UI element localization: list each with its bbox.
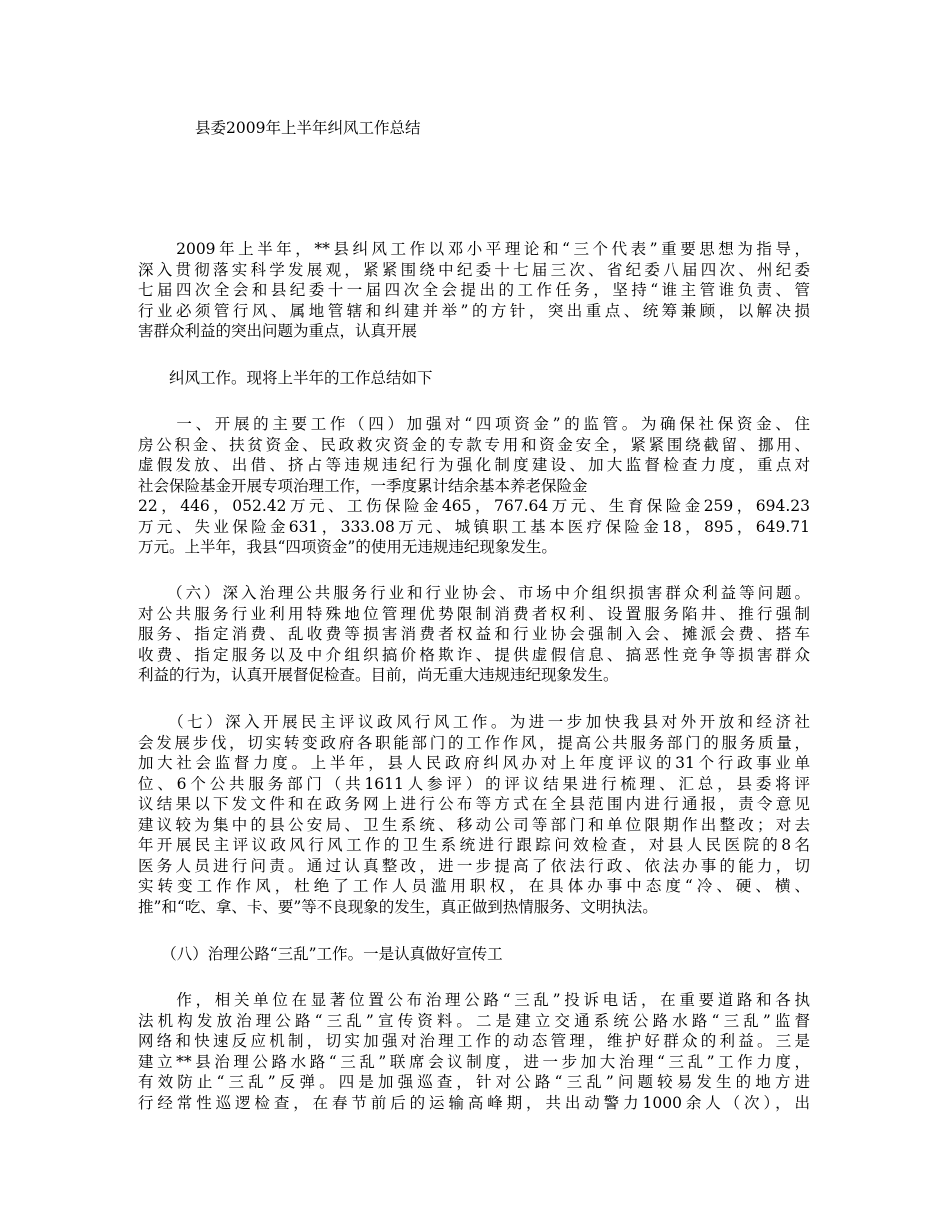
text-line: 建立**县治理公路水路“三乱”联席会议制度，进一步加大治理“三乱”工作力度， [138, 1052, 810, 1071]
paragraph-summary-lead [138, 368, 810, 389]
paragraph-section-8-lead [138, 944, 810, 965]
text-line: 害群众利益的突出问题为重点，认真开展 [138, 322, 418, 340]
text-line: 万元、失业保险金631，333.08万元、城镇职工基本医疗保险金18，895，649.71 [138, 517, 810, 536]
text-line: 纠风工作。现将上半年的工作总结如下 [138, 369, 433, 387]
paragraph-section-8-body [138, 990, 810, 1113]
text-line: 社会保险基金开展专项治理工作，一季度累计结余基本养老保险金 [138, 476, 588, 495]
text-line: 实转变工作作风，杜绝了工作人员滥用职权，在具体办事中态度“冷、硬、横、 [138, 877, 810, 895]
text-line: 会发展步伐，切实转变政府各职能部门的工作作风，提高公共服务部门的服务质量， [138, 733, 810, 752]
text-line: 加大社会监督力度。上半年，县人民政府纠风办对上年度评议的31个行政事业单 [138, 754, 810, 772]
text-line: 22，446，052.42万元、工伤保险金465，767.64万元、生育保险金259，694.23 [138, 497, 810, 515]
text-line: 建议较为集中的县公安局、卫生系统、移动公司等部门和单位限期作出整改；对去 [138, 815, 810, 834]
text-line: 服务、指定消费、乱收费等损害消费者权益和行业协会强制入会、摊派会费、搭车 [138, 625, 810, 643]
text-line: 房公积金、扶贫资金、民政救灾资金的专款专用和资金安全，紧紧围绕截留、挪用、 [138, 435, 810, 454]
text-line: 位、6个公共服务部门（共1611人参评）的评议结果进行梳理、汇总，县委将评 [138, 774, 810, 793]
paragraph-section-7 [138, 712, 810, 917]
text-line: 万元。上半年，我县“四项资金”的使用无违规违纪现象发生。 [138, 538, 557, 556]
text-line: （八）治理公路“三乱”工作。一是认真做好宣传工 [138, 945, 503, 963]
text-line: 议结果以下发文件和在政务网上进行公布等方式在全县范围内进行通报，责令意见 [138, 795, 810, 813]
paragraph-section-4 [138, 414, 810, 558]
text-line: （六）深入治理公共服务行业和行业协会、市场中介组织损害群众利益等问题。 [138, 584, 810, 602]
text-line: 法机构发放治理公路“三乱”宣传资料。二是建立交通系统公路水路“三乱”监督 [138, 1011, 810, 1030]
text-line: 有效防止“三乱”反弹。四是加强巡查，针对公路“三乱”问题较易发生的地方进 [138, 1073, 810, 1091]
text-line: 收费、指定服务以及中介组织搞价格欺诈、提供虚假信息、搞恶性竞争等损害群众 [138, 645, 810, 664]
text-line: 一、开展的主要工作（四）加强对“四项资金”的监管。为确保社保资金、住 [138, 415, 810, 433]
text-line: 对公共服务行业利用特殊地位管理优势限制消费者权利、设置服务陷井、推行强制 [138, 604, 810, 623]
text-line: 深入贯彻落实科学发展观，紧紧围绕中纪委十七届三次、省纪委八届四次、州纪委 [138, 260, 810, 279]
document-title: 县委2009年上半年纠风工作总结 [195, 119, 421, 137]
text-line: 推”和“吃、拿、卡、要”等不良现象的发生，真正做到热情服务、文明执法。 [138, 897, 658, 916]
text-line: 虚假发放、出借、挤占等违规违纪行为强化制度建设、加大监督检查力度，重点对 [138, 456, 810, 474]
text-line: 行经常性巡逻检查，在春节前后的运输高峰期，共出动警力1000余人（次），出 [138, 1093, 810, 1112]
paragraph-section-6 [138, 583, 810, 686]
paragraph-intro [138, 239, 810, 342]
text-line: 行业必须管行风、属地管辖和纠建并举”的方针，突出重点、统筹兼顾，以解决损 [138, 301, 810, 320]
text-line: 作，相关单位在显著位置公布治理公路“三乱”投诉电话，在重要道路和各执 [138, 991, 810, 1009]
text-line: 利益的行为，认真开展督促检查。目前，尚无重大违规违纪现象发生。 [138, 666, 619, 684]
text-line: 年开展民主评议政风行风工作的卫生系统进行跟踪问效检查，对县人民医院的8名 [138, 836, 810, 854]
text-line: 2009年上半年，**县纠风工作以邓小平理论和“三个代表”重要思想为指导， [138, 240, 810, 258]
text-line: （七）深入开展民主评议政风行风工作。为进一步加快我县对外开放和经济社 [138, 713, 810, 731]
text-line: 七届四次全会和县纪委十一届四次全会提出的工作任务，坚持“谁主管谁负责、管 [138, 281, 810, 299]
text-line: 医务人员进行问责。通过认真整改，进一步提高了依法行政、依法办事的能力，切 [138, 856, 810, 875]
text-line: 网络和快速反应机制，切实加强对治理工作的动态管理，维护好群众的利益。三是 [138, 1032, 810, 1050]
